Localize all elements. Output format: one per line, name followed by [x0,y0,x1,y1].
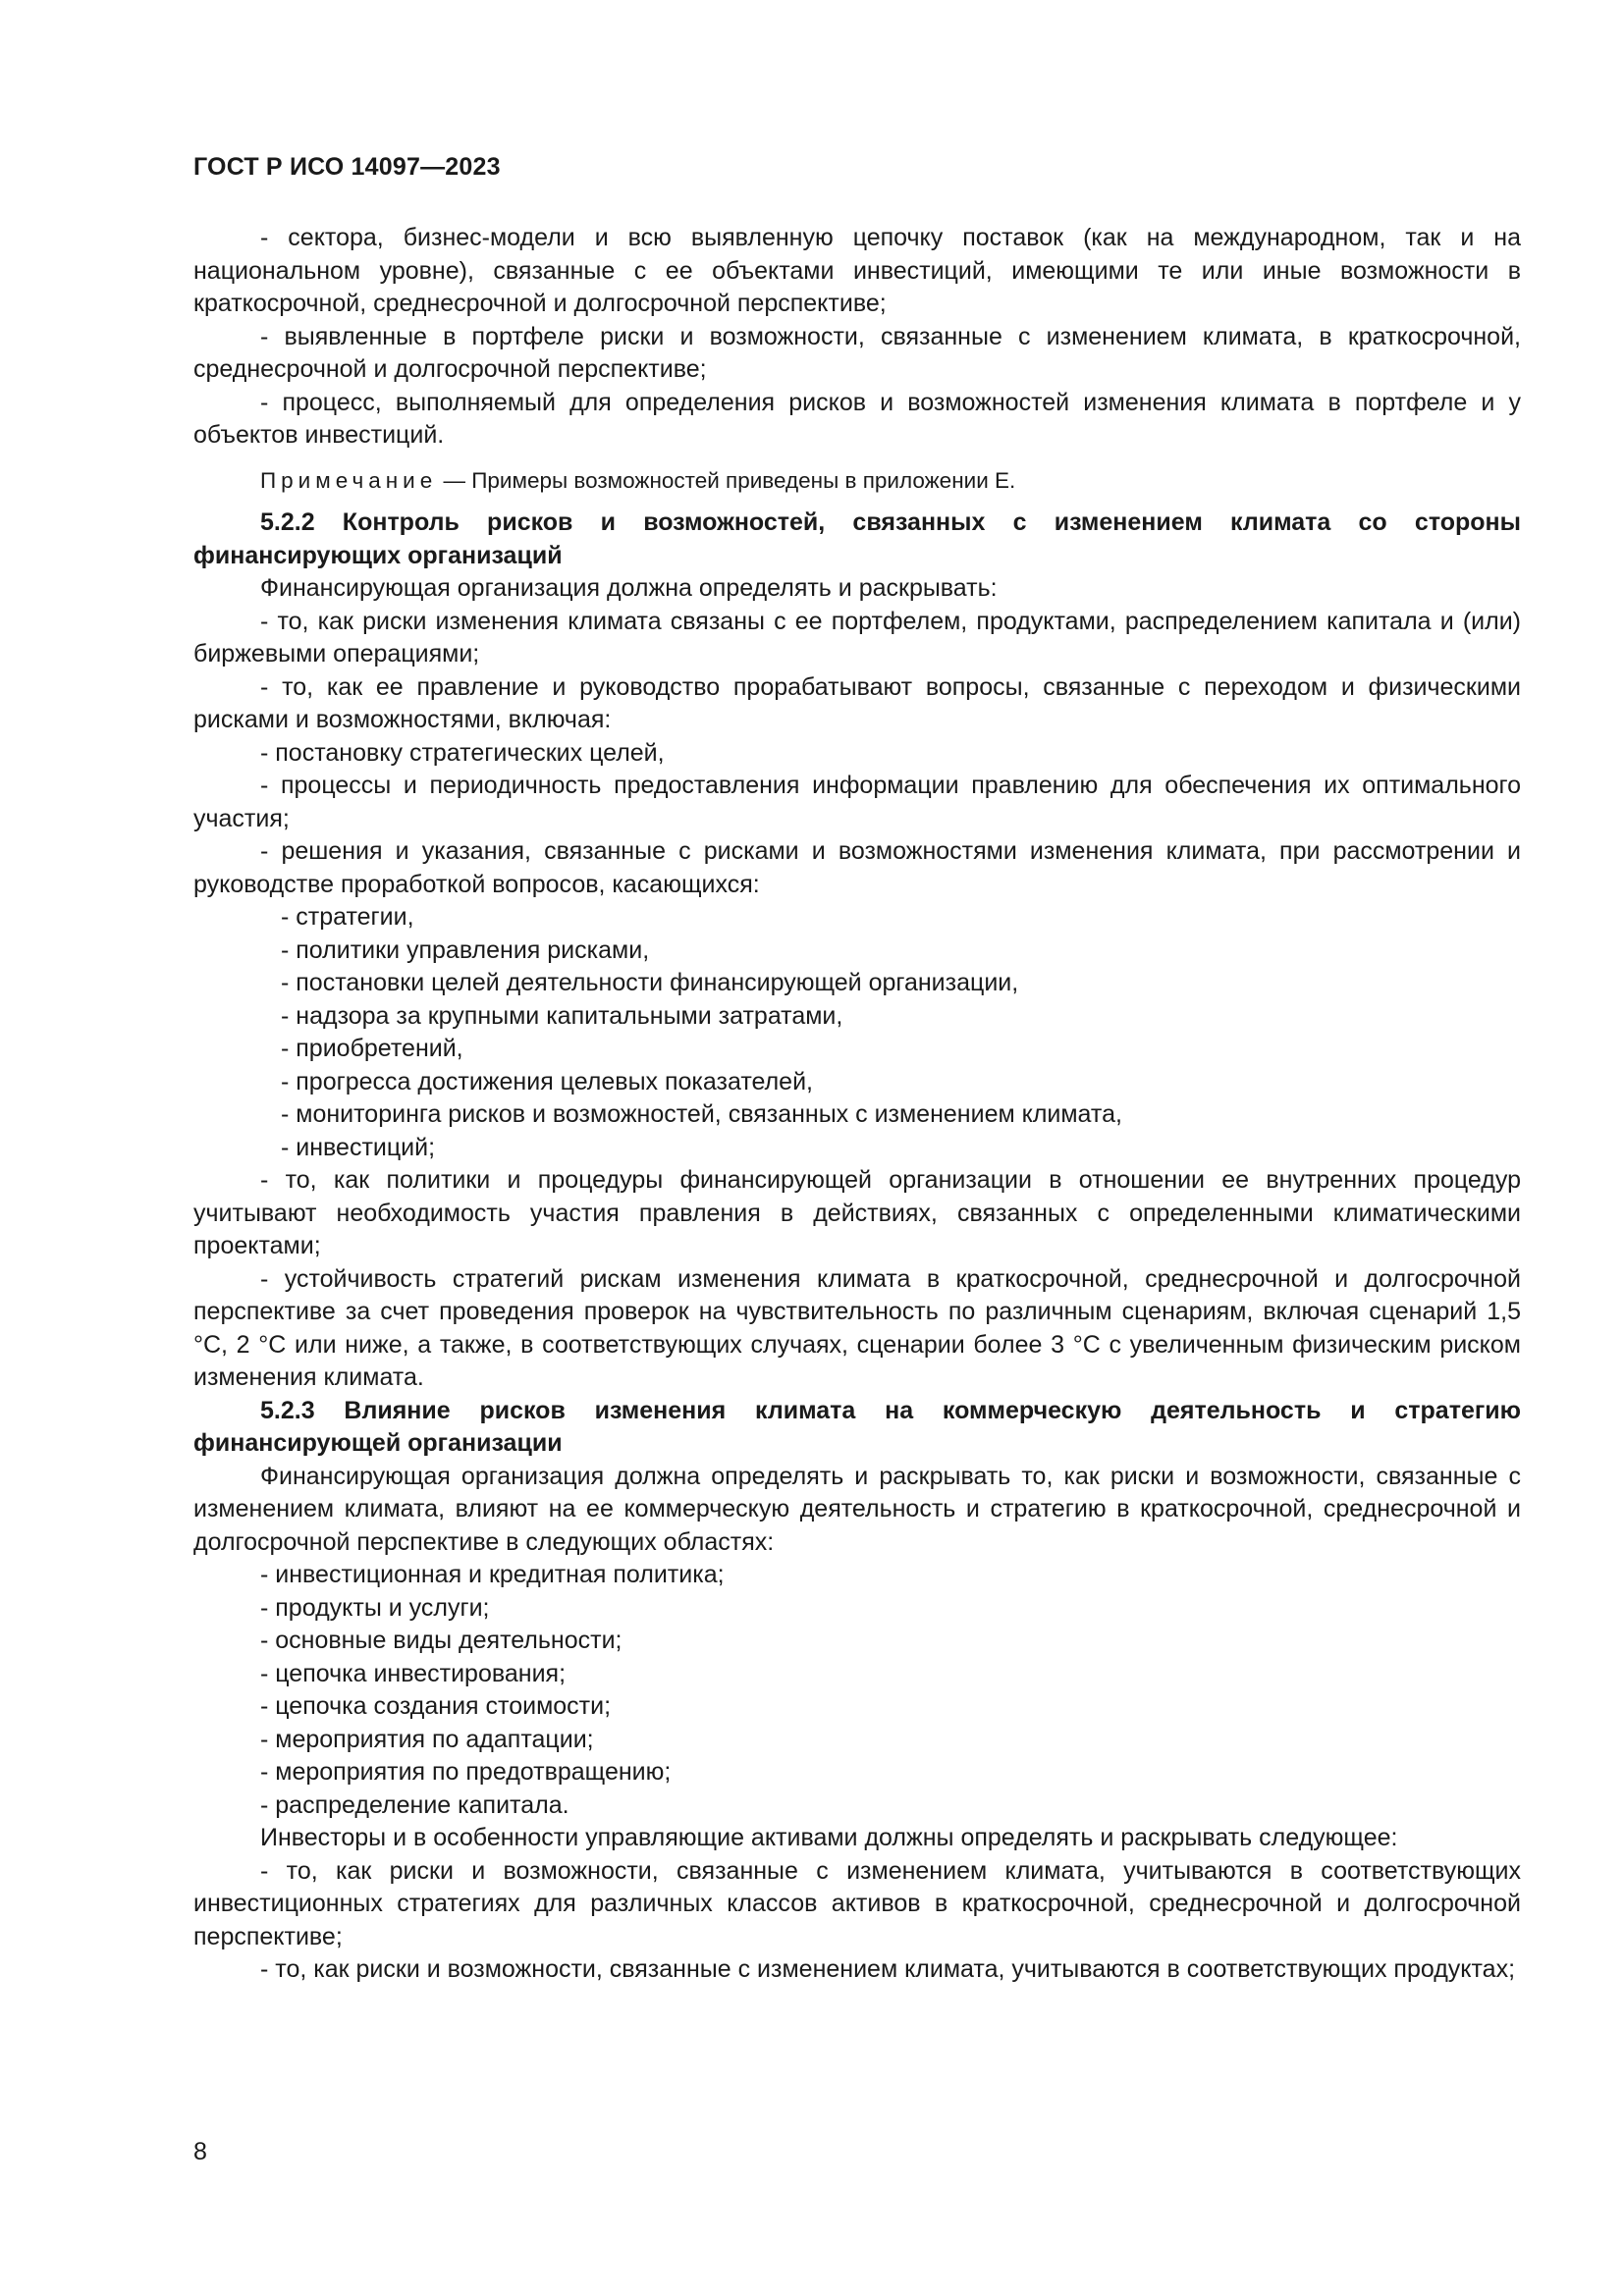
list-item: - цепочка инвестирования; [260,1659,567,1687]
page-body [193,222,1521,1987]
paragraph: - постановку стратегических целей, [260,738,665,767]
note [193,464,1521,498]
paragraph: - то, как риски и возможности, связанные с изменением климата, учитываются в соответствующих продуктах; [260,1955,1516,1983]
paragraph: - решения и указания, связанные с рисками и возможностями изменения климата, при рассмотрении и руководстве проработкой вопросов, касающихся: [193,837,1521,898]
sub-list [193,901,1521,1164]
list-item: - постановки целей деятельности финансирующей организации, [281,969,1019,996]
list-item: - основные виды деятельности; [260,1627,623,1654]
paragraph: Финансирующая организация должна определять и раскрывать: [260,574,998,602]
document-code-header: ГОСТ Р ИСО 14097—2023 [193,153,501,181]
list-item: - продукты и услуги; [260,1593,490,1622]
list-item: - политики управления рисками, [281,935,650,964]
list-item: - прогресса достижения целевых показателей, [281,1067,813,1095]
list-item: - цепочка создания стоимости; [260,1692,612,1720]
paragraph: Финансирующая организация должна определять и раскрывать то, как риски и возможности, связанные с изменением климата, влияют на ее коммерческую деятельность и стратегию в краткосрочной, среднесрочной и долгосрочной перспективе в следующих областях: [193,1462,1521,1556]
areas-list [193,1559,1521,1822]
section-heading-5-2-2: 5.2.2 Контроль рисков и возможностей, связанных с изменением климата со стороны финансирующих организаций [193,508,1521,569]
paragraph: - то, как риски изменения климата связаны с ее портфелем, продуктами, распределением капитала и (или) биржевыми операциями; [193,607,1521,667]
list-item: - инвестиций; [281,1133,436,1161]
paragraph: - выявленные в портфеле риски и возможности, связанные с изменением климата, в краткосрочной, среднесрочной и долгосрочной перспективе; [193,322,1521,383]
paragraph: - устойчивость стратегий рискам изменения климата в краткосрочной, среднесрочной и долгосрочной перспективе за счет проведения проверок на чувствительность по различным сценариям, включая сценарий 1,5 °С, 2 °С или ниже, а также, в соответствующих случаях, сценарии более 3 °С с увеличенным физическим риском изменения климата. [193,1264,1521,1391]
list-item: - мероприятия по предотвращению; [260,1758,672,1786]
paragraph: - то, как риски и возможности, связанные с изменением климата, учитываются в соответствующих инвестиционных стратегиях для различных классов активов в краткосрочной, среднесрочной и долгосрочной перспективе; [193,1856,1521,1950]
paragraph: - сектора, бизнес-модели и всю выявленную цепочку поставок (как на международном, так и на национальном уровне), связанные с ее объектами инвестиций, имеющими те или иные возможности в краткосрочной, среднесрочной и долгосрочной перспективе; [193,224,1521,317]
page-number: 8 [193,2138,207,2165]
note-text: — Примеры возможностей приведены в приложении Е. [437,467,1016,493]
paragraph: - процессы и периодичность предоставления информации правлению для обеспечения их оптимального участия; [193,772,1521,832]
section-heading-5-2-3: 5.2.3 Влияние рисков изменения климата на коммерческую деятельность и стратегию финансирующей организации [193,1396,1521,1457]
list-item: - мониторинга рисков и возможностей, связанных с изменением климата, [281,1100,1122,1128]
list-item: - инвестиционная и кредитная политика; [260,1561,725,1588]
note-label: Примечание [260,467,438,493]
paragraph: - то, как политики и процедуры финансирующей организации в отношении ее внутренних процедур учитывают необходимость участия правления в действиях, связанных с определенными климатическими проектами; [193,1166,1521,1259]
paragraph: - то, как ее правление и руководство прорабатывают вопросы, связанные с переходом и физическими рисками и возможностями, включая: [193,672,1521,733]
paragraph: - процесс, выполняемый для определения рисков и возможностей изменения климата в портфеле и у объектов инвестиций. [193,388,1521,449]
list-item: - надзора за крупными капитальными затратами, [281,1001,843,1030]
list-item: - стратегии, [281,903,414,931]
list-item: - приобретений, [281,1035,463,1062]
list-item: - мероприятия по адаптации; [260,1725,594,1753]
paragraph: Инвесторы и в особенности управляющие активами должны определять и раскрывать следующее: [260,1824,1398,1851]
list-item: - распределение капитала. [260,1790,569,1819]
